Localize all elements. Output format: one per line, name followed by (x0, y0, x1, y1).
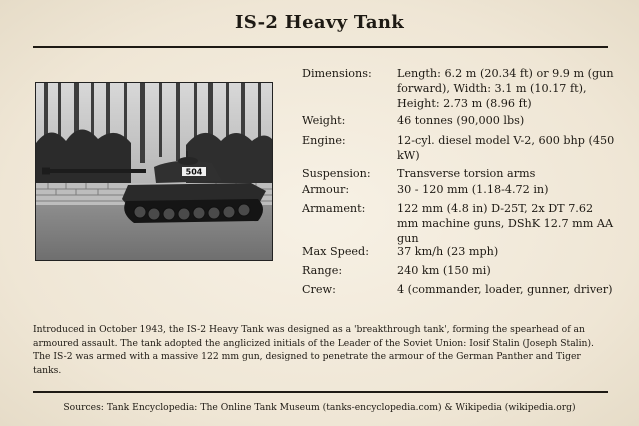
spec-value: 12-cyl. diesel model V-2, 600 bhp (450 kW) (397, 134, 615, 162)
page-title: IS-2 Heavy Tank (234, 12, 405, 33)
spec-label: Armour: (302, 183, 350, 196)
bottom-divider (33, 391, 608, 393)
spec-value: 4 (commander, loader, gunner, driver) (397, 283, 613, 296)
spec-value: 37 km/h (23 mph) (397, 245, 499, 258)
turret-number: 504 (185, 167, 203, 177)
spec-value: 30 - 120 mm (1.18-4.72 in) (397, 183, 549, 196)
sources-line: Sources: Tank Encyclopedia: The Online Tank Museum (tanks-encyclopedia.com) & Wikipedia (wikipedia.org) (63, 402, 576, 413)
spec-label: Range: (302, 264, 343, 277)
spec-value: 46 tonnes (90,000 lbs) (397, 114, 525, 127)
spec-label: Engine: (302, 134, 346, 147)
spec-value: 240 km (150 mi) (397, 264, 491, 277)
spec-label: Suspension: (302, 167, 371, 180)
spec-value: 122 mm (4.8 in) D-25T, 2x DT 7.62 mm machine guns, DShK 12.7 mm AA gun (397, 202, 614, 245)
spec-label: Crew: (302, 283, 336, 296)
spec-label: Weight: (302, 114, 346, 127)
spec-label: Dimensions: (302, 67, 372, 80)
tank-photo-illustration (36, 83, 272, 260)
description-paragraph: Introduced in October 1943, the IS-2 Heavy Tank was designed as a 'breakthrough tank', forming the spearhead of an armoured assault. The tank adopted the anglicized initials of the Leader of the Soviet Union: Iosif Stalin (Joseph Stalin). The IS-2 was armed with a massive 122 mm gun, designed to penetrate the armour of the German Panther and Tiger tanks. (33, 324, 594, 376)
top-divider (33, 46, 608, 48)
spec-label: Max Speed: (302, 245, 369, 258)
spec-value: Transverse torsion arms (397, 167, 536, 180)
tank-photo (35, 82, 273, 261)
spec-label: Armament: (302, 202, 366, 215)
spec-value: Length: 6.2 m (20.34 ft) or 9.9 m (gun forward), Width: 3.1 m (10.17 ft), Height: 2.73 m (8.96 ft) (397, 67, 614, 110)
